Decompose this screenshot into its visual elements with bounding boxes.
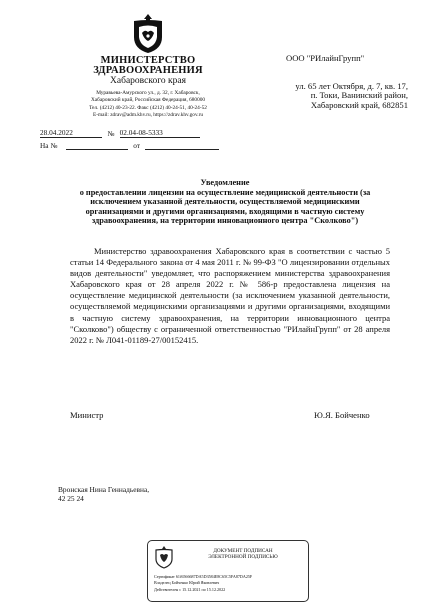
body-paragraph: Министерство здравоохранения Хабаровского края в соответствии с частью 5 статьи 14 Федерального закона от 4 мая 2011 г. № 99-ФЗ "О лицензировании отдельных видов деятельности" уведомляет, что распоряжением министерства здравоохранения Хабаровского края от 28 апреля 2022 г. № 586-р предоставлена лицензия на осуществление медицинской деятельности (за исключением указанной деятельности, осуществляемой медицинскими организациями и другими организациями, входящими в частную систему здравоохранения, на территории инновационного центра "Сколково") обществу с ограниченной ответственностью "РИлайнГрупп" от 28 апреля 2022 г. № Л041-01189-27/00152415. <box>70 246 390 345</box>
stamp-title-line: ЭЛЕКТРОННОЙ ПОДПИСЬЮ <box>208 554 278 561</box>
in-reply-date <box>145 140 219 150</box>
signer-position: Министр <box>70 410 104 420</box>
address-line: E-mail: zdrav@adm.khv.ru, https://zdrav.khv.gov.ru <box>92 112 203 119</box>
validity-line: Действителен с 15.12.2021 по 15.12.2022 <box>154 586 226 592</box>
executor-phone: 42 25 24 <box>58 494 84 504</box>
address-line: Тел. (4212) 40-23-22. Факс (4212) 40-24-51, 40-24-52 <box>89 104 207 111</box>
owner-line: Владелец Бойченко Юрий Яковлевич <box>154 580 220 586</box>
recipient-address-line: п. Токи, Ванинский район, <box>310 90 408 101</box>
outgoing-reference <box>40 128 200 138</box>
recipient-name: ООО "РИлайнГрупп" <box>286 53 365 63</box>
certificate-line: Сертификат 61f6566687DA5D3584E8C65C5FA87DA25F <box>154 574 253 579</box>
address-line: Хабаровский край, Российская Федерация, 680000 <box>90 97 206 104</box>
coat-of-arms-icon <box>130 11 166 55</box>
title-text: о предоставлении лицензии на осуществление медицинской деятельности (за исключением указанной деятельности, осуществляемой медицинскими организациями и другими организациями, входящими в частную систему здравоохранения, на территории инновационного центра "Сколково") <box>79 187 371 226</box>
recipient-address-line: Хабаровский край, 682851 <box>310 99 408 110</box>
number-label: № <box>107 129 115 138</box>
in-reply-label: На № <box>40 141 58 150</box>
stamp-title-line: ДОКУМЕНТ ПОДПИСАН <box>213 548 273 554</box>
document-title <box>62 178 388 226</box>
document-number: 02.04-08-5333 <box>120 128 200 138</box>
document-date: 28.04.2022 <box>40 128 102 138</box>
e-signature-stamp <box>147 540 309 602</box>
from-label: от <box>133 141 141 150</box>
recipient-block <box>258 54 408 110</box>
stamp-details <box>154 574 306 593</box>
incoming-reference <box>40 140 219 150</box>
org-line2: ЗДРАВООХРАНЕНИЯ <box>93 65 203 76</box>
stamp-title <box>182 548 304 561</box>
in-reply-number <box>66 140 128 150</box>
org-line3: Хабаровского края <box>110 76 186 86</box>
title-heading: Уведомление <box>200 178 250 187</box>
ministry-address <box>58 90 238 120</box>
stamp-emblem-icon <box>153 545 175 569</box>
address-line: Муравьева-Амурского ул., д. 32, г. Хабаровск, <box>96 90 200 96</box>
executor-block <box>58 485 149 504</box>
ministry-name <box>58 56 238 86</box>
executor-name: Вронская Нина Геннадьевна, <box>58 485 150 494</box>
recipient-address-line: ул. 65 лет Октября, д. 7, кв. 17, <box>295 80 408 91</box>
org-line1: МИНИСТЕРСТВО <box>100 55 196 66</box>
signer-name: Ю.Я. Бойченко <box>314 410 370 420</box>
